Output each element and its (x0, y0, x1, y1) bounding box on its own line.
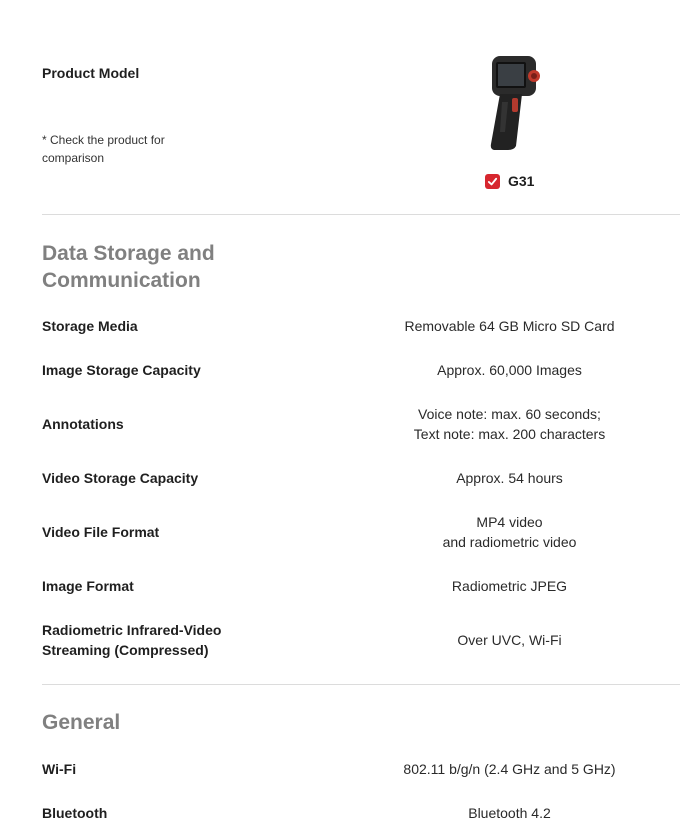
spec-value: Bluetooth 4.2 (468, 805, 551, 821)
spec-label: Annotations (42, 416, 124, 432)
spec-value: 802.11 b/g/n (2.4 GHz and 5 GHz) (403, 761, 616, 777)
section-title-general: General (42, 711, 121, 734)
product-name: G31 (508, 173, 535, 189)
product-select-checkbox[interactable] (485, 173, 534, 189)
product-model-label: Product Model (42, 65, 140, 81)
spec-value: Voice note: max. 60 seconds; Text note: max. 200 characters (413, 406, 606, 442)
spec-label: Radiometric Infrared-Video Streaming (Compressed) (42, 622, 222, 658)
spec-row-video-storage (42, 468, 680, 488)
spec-value: Radiometric JPEG (451, 578, 568, 594)
compare-note: * Check the product for comparison (42, 133, 165, 165)
spec-row-bluetooth (42, 803, 680, 823)
divider (42, 214, 680, 215)
spec-label: Image Storage Capacity (42, 362, 201, 378)
spec-label: Bluetooth (42, 805, 108, 821)
spec-row-wifi (42, 759, 680, 779)
spec-row-image-storage (42, 360, 680, 380)
spec-row-video-format (42, 512, 680, 552)
spec-row-image-format (42, 576, 680, 596)
spec-row-storage-media (42, 316, 680, 336)
spec-label: Storage Media (42, 318, 138, 334)
spec-label: Video Storage Capacity (42, 470, 199, 486)
checkbox-checked[interactable] (485, 174, 500, 189)
spec-label: Wi-Fi (42, 761, 77, 777)
spec-value: Over UVC, Wi-Fi (457, 632, 562, 648)
spec-row-streaming (42, 620, 680, 660)
spec-value: Removable 64 GB Micro SD Card (404, 318, 615, 334)
section-title-data-storage: Data Storage and Communication (42, 242, 215, 292)
thermal-camera-icon (478, 52, 544, 152)
spec-label: Video File Format (42, 524, 160, 540)
spec-row-annotations (42, 404, 680, 444)
spec-value: MP4 video and radiometric video (442, 514, 577, 550)
divider (42, 684, 680, 685)
spec-label: Image Format (42, 578, 134, 594)
spec-value: Approx. 60,000 Images (437, 362, 582, 378)
spec-value: Approx. 54 hours (456, 470, 563, 486)
checkmark-icon (487, 176, 498, 187)
